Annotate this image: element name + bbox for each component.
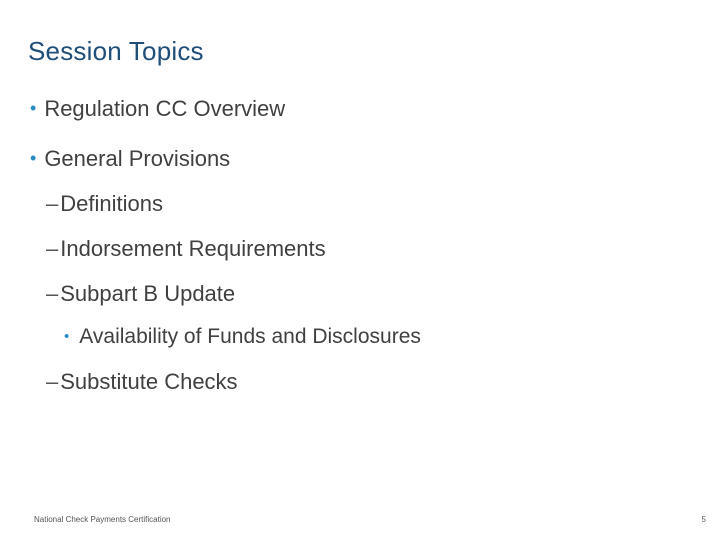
footer-text: National Check Payments Certification [34,515,171,524]
sub-sub-bullet-text: Availability of Funds and Disclosures [79,325,421,348]
sub-bullet-text: Substitute Checks [60,369,238,394]
dash-icon: – [46,236,59,261]
sub-bullet-item [46,369,238,395]
page-number: 5 [701,515,706,524]
sub-bullet-item [46,191,163,217]
sub-bullet-item [46,281,235,307]
sub-bullet-text: Definitions [60,191,163,216]
sub-bullet-text: Subpart B Update [60,281,236,306]
bullet-text: Regulation CC Overview [44,96,286,121]
bullet-item [30,146,230,172]
dash-icon: – [46,281,59,306]
bullet-dot-icon: • [30,148,37,168]
sub-bullet-text: Indorsement Requirements [60,236,326,261]
bullet-dot-icon: • [64,328,70,345]
slide-title: Session Topics [28,36,204,66]
sub-bullet-item [46,236,326,262]
bullet-item [30,96,285,122]
sub-sub-bullet-item [64,325,421,349]
bullet-dot-icon: • [30,98,37,118]
bullet-text: General Provisions [44,146,231,171]
dash-icon: – [46,369,59,394]
dash-icon: – [46,191,59,216]
